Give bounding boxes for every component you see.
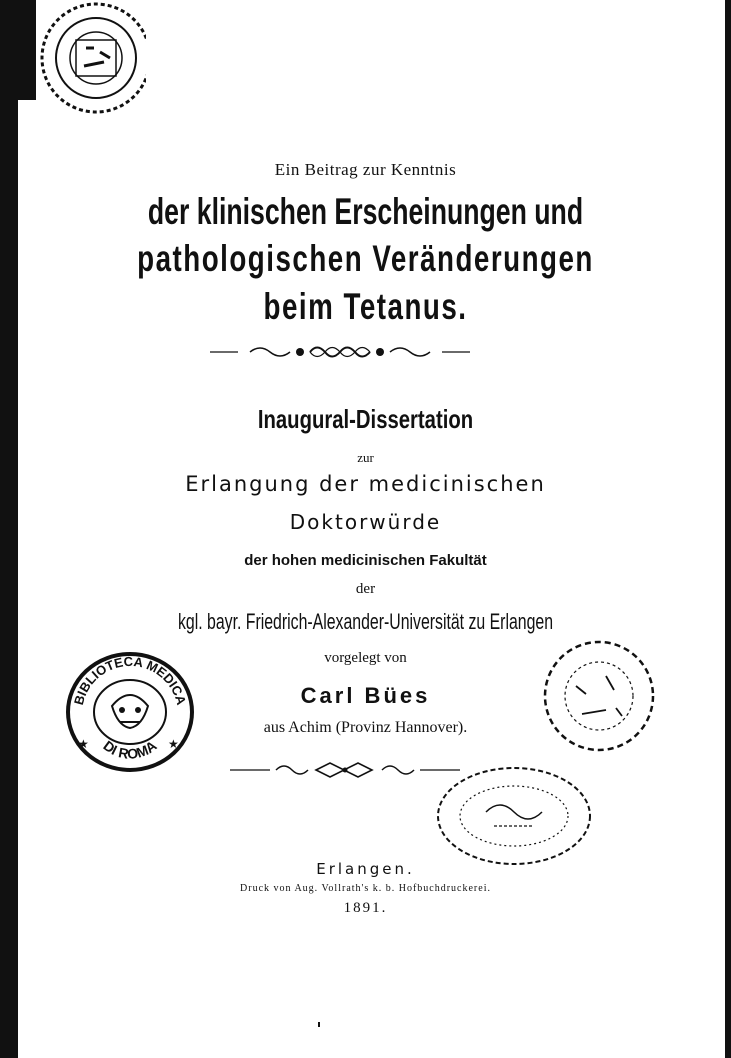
universitaet-text: kgl. bayr. Friedrich-Alexander-Universität zu Erlangen bbox=[177, 609, 554, 634]
svg-text:DI ROMA bbox=[100, 737, 159, 762]
ornament-divider-bottom bbox=[230, 760, 460, 780]
title-line-2: pathologischen Veränderungen bbox=[137, 238, 594, 279]
fakultaet-text: der hohen medicinischen Fakultät bbox=[244, 552, 487, 569]
title-line-1: der klinischen Erscheinungen und bbox=[147, 191, 584, 232]
svg-text:★: ★ bbox=[78, 737, 89, 751]
zur-text: zur bbox=[357, 450, 374, 465]
title-line-3: beim Tetanus. bbox=[263, 286, 468, 327]
author-origin: aus Achim (Provinz Hannover). bbox=[263, 719, 468, 736]
scan-speck bbox=[4, 826, 14, 832]
imprint-city: Erlangen. bbox=[316, 860, 415, 878]
svg-text:★: ★ bbox=[168, 737, 179, 751]
scan-speck-bottom bbox=[318, 1022, 322, 1028]
author-name: Carl Bües bbox=[300, 683, 431, 708]
library-stamp-top bbox=[14, 0, 146, 128]
stamp-text-top: BIBLIOTECA MEDICA bbox=[70, 653, 190, 707]
right-faint-stamp bbox=[536, 636, 662, 756]
oval-library-stamp bbox=[434, 764, 594, 868]
stamp-text-bottom: DI ROMA bbox=[100, 737, 160, 762]
imprint-year: 1891. bbox=[343, 900, 388, 916]
biblioteca-medica-stamp bbox=[60, 648, 200, 776]
erlangung-text: Erlangung der medicinischen bbox=[185, 472, 546, 496]
dissertation-heading: Inaugural-Dissertation bbox=[257, 404, 474, 434]
vorgelegt-text: vorgelegt von bbox=[324, 650, 407, 666]
der-text: der bbox=[355, 581, 376, 597]
imprint-printer: Druck von Aug. Vollrath's k. b. Hofbuchdruckerei. bbox=[240, 883, 491, 894]
ornament-divider-top bbox=[210, 342, 470, 362]
doktorwuerde-text: Doktorwürde bbox=[289, 510, 442, 534]
subtitle: Ein Beitrag zur Kenntnis bbox=[274, 160, 457, 179]
